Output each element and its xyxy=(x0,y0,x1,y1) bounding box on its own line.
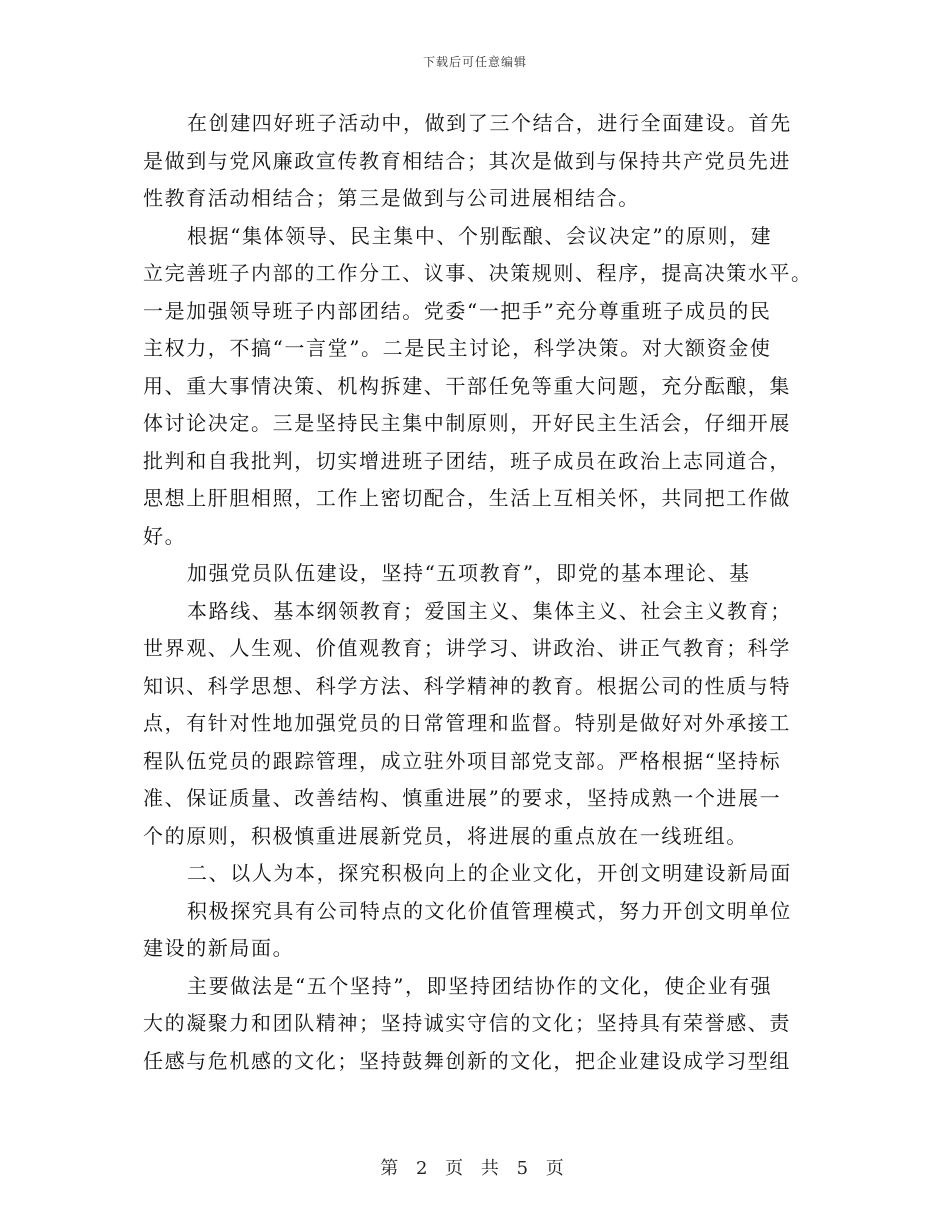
text-line: 程队伍党员的跟踪管理，成立驻外项目部党支部。严格根据“坚持标 xyxy=(143,748,782,773)
text-line: 批判和自我批判，切实增进班子团结，班子成员在政治上志同道合， xyxy=(143,448,791,473)
text-line: 好。 xyxy=(143,523,187,548)
text-line: 根据“集体领导、民主集中、个别酝酿、会议决定”的原则，建 xyxy=(187,223,773,248)
text-line: 立完善班子内部的工作分工、议事、决策规则、程序，提高决策水平。 xyxy=(143,261,813,285)
text-line: 用、重大事情决策、机构拆建、干部任免等重大问题，充分酝酿，集 xyxy=(143,373,791,398)
document-body xyxy=(143,105,823,1080)
text-line: 知识、科学思想、科学方法、科学精神的教育。根据公司的性质与特 xyxy=(143,673,791,698)
text-line: 任感与危机感的文化；坚持鼓舞创新的文化，把企业建设成学习型组 xyxy=(143,1048,791,1073)
text-line: 积极探究具有公司特点的文化价值管理模式，努力开创文明单位 xyxy=(187,898,792,923)
text-line: 主要做法是“五个坚持”，即坚持团结协作的文化，使企业有强 xyxy=(187,973,773,998)
text-line: 性教育活动相结合；第三是做到与公司进展相结合。 xyxy=(143,186,640,210)
text-line: 世界观、人生观、价值观教育；讲学习、讲政治、讲正气教育；科学 xyxy=(143,636,791,660)
text-line: 加强党员队伍建设，坚持“五项教育”，即党的基本理论、基 xyxy=(187,561,751,585)
text-line: 个的原则，积极慎重进展新党员，将进展的重点放在一线班组。 xyxy=(143,823,748,848)
page-number-footer: 第 2 页 共 5 页 xyxy=(380,1158,570,1179)
text-line: 体讨论决定。三是坚持民主集中制原则，开好民主生活会，仔细开展 xyxy=(143,411,791,435)
text-line: 本路线、基本纲领教育；爱国主义、集体主义、社会主义教育； xyxy=(187,598,792,623)
text-line: 思想上肝胆相照，工作上密切配合，生活上互相关怀，共同把工作做 xyxy=(143,486,791,510)
text-line: 点，有针对性地加强党员的日常管理和监督。特别是做好对外承接工 xyxy=(143,711,791,735)
text-line: 在创建四好班子活动中，做到了三个结合，进行全面建设。首先 xyxy=(187,111,792,135)
text-line: 二、以人为本，探究积极向上的企业文化，开创文明建设新局面 xyxy=(187,861,792,885)
text-line: 是做到与党风廉政宣传教育相结合；其次是做到与保持共产党员先进 xyxy=(143,148,791,173)
text-line: 一是加强领导班子内部团结。党委“一把手”充分尊重班子成员的民 xyxy=(143,298,772,323)
text-lines xyxy=(143,105,823,1080)
text-line: 建设的新局面。 xyxy=(143,936,295,960)
text-line: 主权力，不搞“一言堂”。二是民主讨论，科学决策。对大额资金使 xyxy=(143,336,772,360)
header-note: 下载后可任意编辑 xyxy=(422,55,527,69)
text-line: 准、保证质量、改善结构、慎重进展”的要求，坚持成熟一个进展一 xyxy=(143,786,782,810)
text-line: 大的凝聚力和团队精神；坚持诚实守信的文化；坚持具有荣誉感、责 xyxy=(143,1011,791,1035)
